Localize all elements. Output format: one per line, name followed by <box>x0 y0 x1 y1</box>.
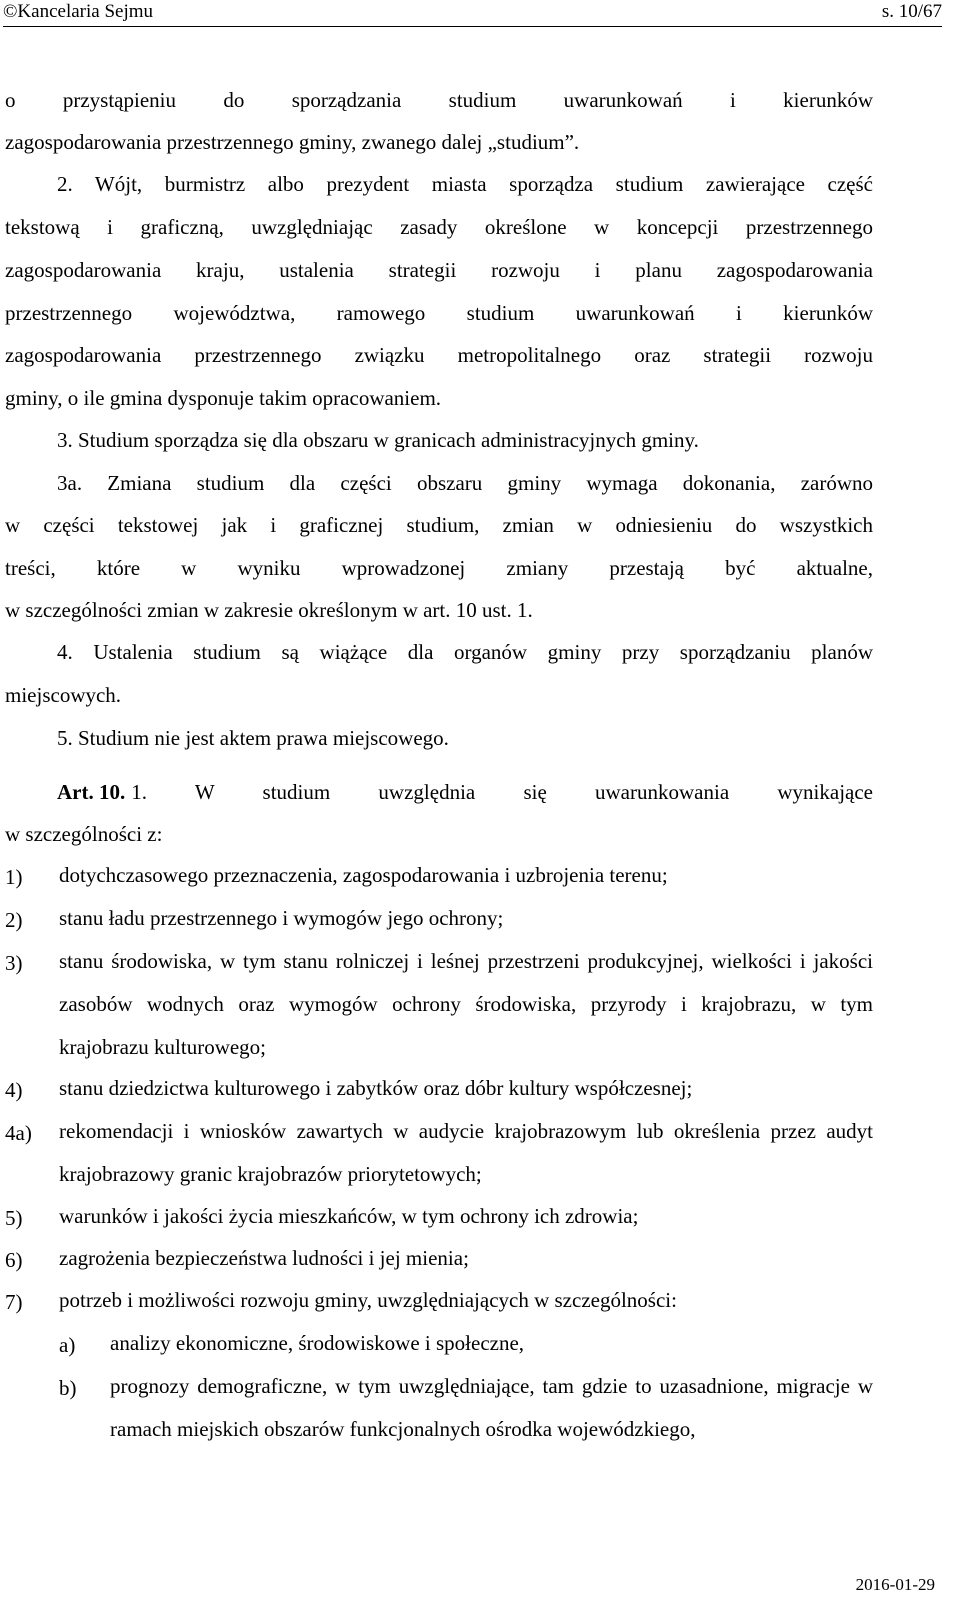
paragraph-2-line-4: przestrzennego województwa, ramowego studium uwarunkowań i kierunków <box>5 301 873 325</box>
paragraph-3: 3. Studium sporządza się dla obszaru w granicach administracyjnych gminy. <box>57 428 699 452</box>
paragraph-4-line-2: miejscowych. <box>5 683 122 707</box>
sub-list-item-letter: b) <box>59 1376 77 1400</box>
sub-list-item-text: prognozy demograficzne, w tym uwzględniające, tam gdzie to uzasadnione, migracje w ramach miejskich obszarów funkcjonalnych ośrodka wojewódzkiego, <box>110 1374 873 1441</box>
paragraph-2-line-5: zagospodarowania przestrzennego związku metropolitalnego oraz strategii rozwoju <box>5 343 873 367</box>
paragraph-3a-line-3: treści, które w wyniku wprowadzonej zmiany przestają być aktualne, <box>5 556 873 580</box>
list-item-text: warunków i jakości życia mieszkańców, w tym ochrony ich zdrowia; <box>59 1204 639 1228</box>
paragraph-2-line-1: 2. Wójt, burmistrz albo prezydent miasta sporządza studium zawierające część <box>57 172 873 196</box>
list-item-number: 3) <box>5 951 23 975</box>
list-item-text: dotychczasowego przeznaczenia, zagospodarowania i uzbrojenia terenu; <box>59 863 668 887</box>
header-page-number: s. 10/67 <box>881 1 942 22</box>
list-item-text: stanu środowiska, w tym stanu rolniczej i leśnej przestrzeni produkcyjnej, wielkości i jakości zasobów wodnych oraz wymogów ochrony środowiska, przyrody i krajobrazu, w tym krajobrazu kulturowego; <box>59 949 873 1059</box>
page-header <box>3 0 942 28</box>
sub-list-item-text: analizy ekonomiczne, środowiskowe i społeczne, <box>110 1331 525 1355</box>
list-item-text: potrzeb i możliwości rozwoju gminy, uwzględniających w szczególności: <box>59 1288 677 1312</box>
paragraph-1-line-1: o przystąpieniu do sporządzania studium uwarunkowań i kierunków <box>5 88 873 112</box>
list-item-number: 5) <box>5 1206 23 1230</box>
footer-date: 2016-01-29 <box>855 1575 935 1594</box>
paragraph-3a-line-4: w szczególności zmian w zakresie określonym w art. 10 ust. 1. <box>5 598 533 622</box>
paragraph-2-line-2: tekstową i graficzną, uwzględniając zasady określone w koncepcji przestrzennego <box>5 215 873 239</box>
list-item-text: stanu ładu przestrzennego i wymogów jego ochrony; <box>59 906 504 930</box>
paragraph-4-line-1: 4. Ustalenia studium są wiążące dla organów gminy przy sporządzaniu planów <box>57 640 873 664</box>
article-label: Art. 10. <box>57 780 126 804</box>
list-item-text: stanu dziedzictwa kulturowego i zabytków oraz dóbr kultury współczesnej; <box>59 1076 693 1100</box>
list-item-number: 6) <box>5 1248 23 1272</box>
header-source: ©Kancelaria Sejmu <box>3 1 154 22</box>
paragraph-2-line-3: zagospodarowania kraju, ustalenia strategii rozwoju i planu zagospodarowania <box>5 258 873 282</box>
article-intro-line-2: w szczególności z: <box>5 822 163 846</box>
sub-list-item-letter: a) <box>59 1333 76 1357</box>
paragraph-3a-line-2: w części tekstowej jak i graficznej studium, zmian w odniesieniu do wszystkich <box>5 513 873 537</box>
paragraph-1-line-2: zagospodarowania przestrzennego gminy, zwanego dalej „studium”. <box>5 130 580 154</box>
paragraph-5: 5. Studium nie jest aktem prawa miejscowego. <box>57 726 449 750</box>
article-intro-line-1: 1. W studium uwzględnia się uwarunkowania wynikające <box>131 780 873 804</box>
list-item-number: 4a) <box>5 1121 32 1145</box>
list-item-text: zagrożenia bezpieczeństwa ludności i jej mienia; <box>59 1246 469 1270</box>
list-item-number: 4) <box>5 1078 23 1102</box>
list-item-number: 7) <box>5 1290 23 1314</box>
list-item-number: 1) <box>5 865 23 889</box>
article-10-intro <box>57 780 873 805</box>
paragraph-2-line-6: gminy, o ile gmina dysponuje takim opracowaniem. <box>5 386 442 410</box>
list-item-number: 2) <box>5 908 23 932</box>
header-divider <box>3 26 942 27</box>
paragraph-3a-line-1: 3a. Zmiana studium dla części obszaru gminy wymaga dokonania, zarówno <box>57 471 873 495</box>
list-item-text: rekomendacji i wniosków zawartych w audycie krajobrazowym lub określenia przez audyt krajobrazowy granic krajobrazów priorytetowych; <box>59 1119 873 1186</box>
